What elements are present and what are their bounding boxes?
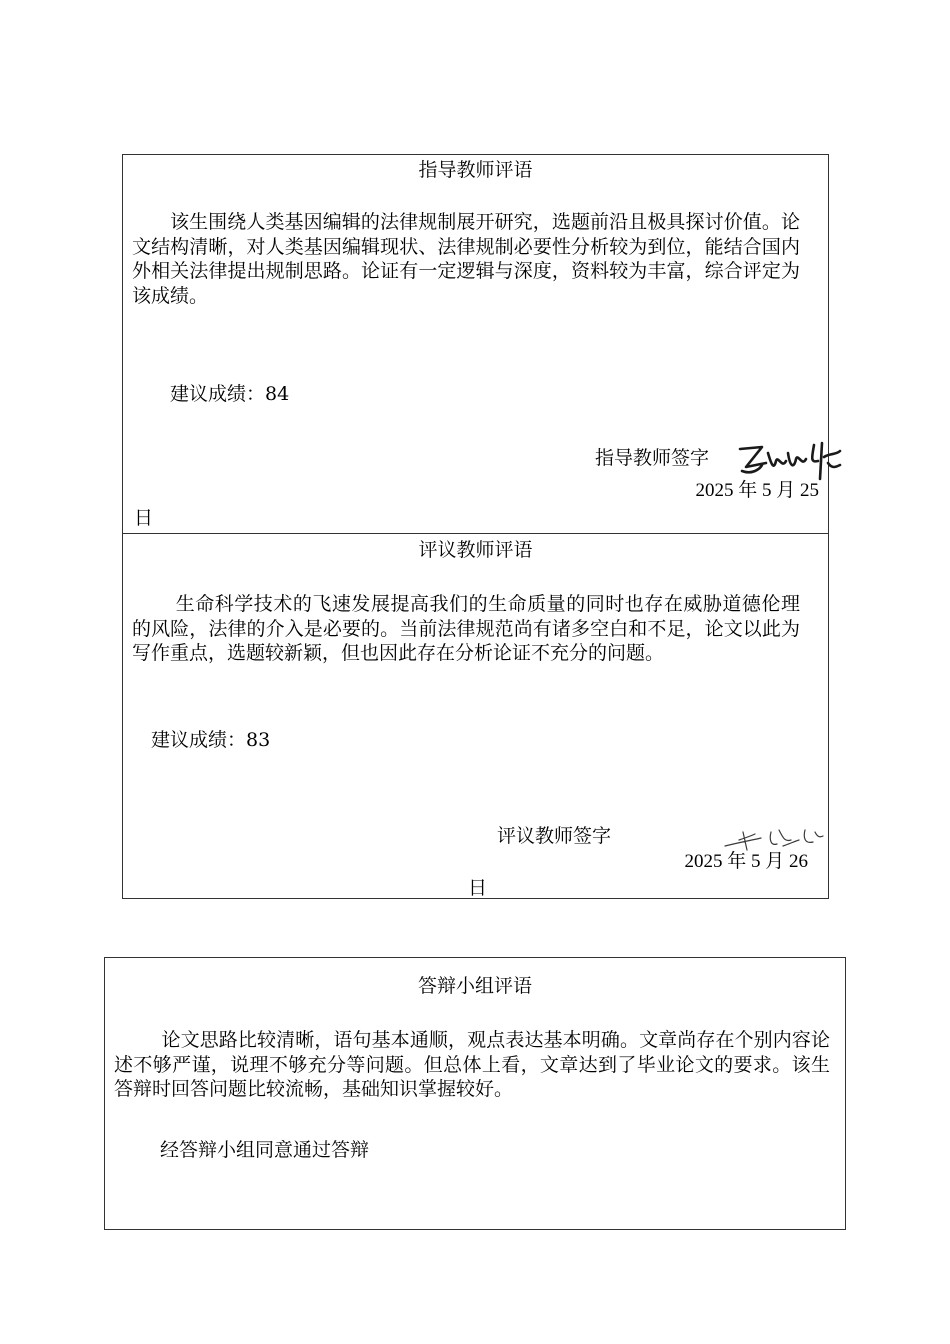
reviewer-comment-text: 生命科学技术的飞速发展提高我们的生命质量的同时也存在威胁道德伦理的风险，法律的介入是必要的。当前法律规范尚有诸多空白和不足，论文以此为写作重点，选题较新颖，但也因此存在分析论证不充分的问题。 <box>132 593 800 664</box>
advisor-signature-label: 指导教师签字 <box>595 447 710 469</box>
reviewer-comment-title: 评议教师评语 <box>418 539 533 561</box>
defense-comment-box <box>104 957 846 1230</box>
defense-comment-text: 论文思路比较清晰，语句基本通顺，观点表达基本明确。文章尚存在个别内容论述不够严谨，说理不够充分等问题。但总体上看，文章达到了毕业论文的要求。该生答辩时回答问题比较流畅，基础知识掌握较好。 <box>114 1029 830 1100</box>
reviewer-date: 2025 年 5 月 26 <box>684 851 808 872</box>
reviewer-grade: 建议成绩：83 <box>151 729 271 751</box>
reviewer-signature-label: 评议教师签字 <box>497 825 612 847</box>
advisor-date-day: 日 <box>134 507 154 529</box>
advisor-comment-box <box>122 154 829 534</box>
reviewer-date-day: 日 <box>468 877 488 899</box>
advisor-grade: 建议成绩：84 <box>170 383 290 405</box>
advisor-date: 2025 年 5 月 25 <box>695 480 819 501</box>
defense-comment-title: 答辩小组评语 <box>417 975 532 997</box>
advisor-comment-title: 指导教师评语 <box>418 159 533 181</box>
reviewer-comment-box <box>122 533 829 899</box>
advisor-comment-text: 该生围绕人类基因编辑的法律规制展开研究，选题前沿且极具探讨价值。论文结构清晰，对人类基因编辑现状、法律规制必要性分析较为到位，能结合国内外相关法律提出规制思路。论证有一定逻辑与深度，资料较为丰富，综合评定为该成绩。 <box>132 211 800 307</box>
defense-result: 经答辩小组同意通过答辩 <box>160 1139 370 1161</box>
